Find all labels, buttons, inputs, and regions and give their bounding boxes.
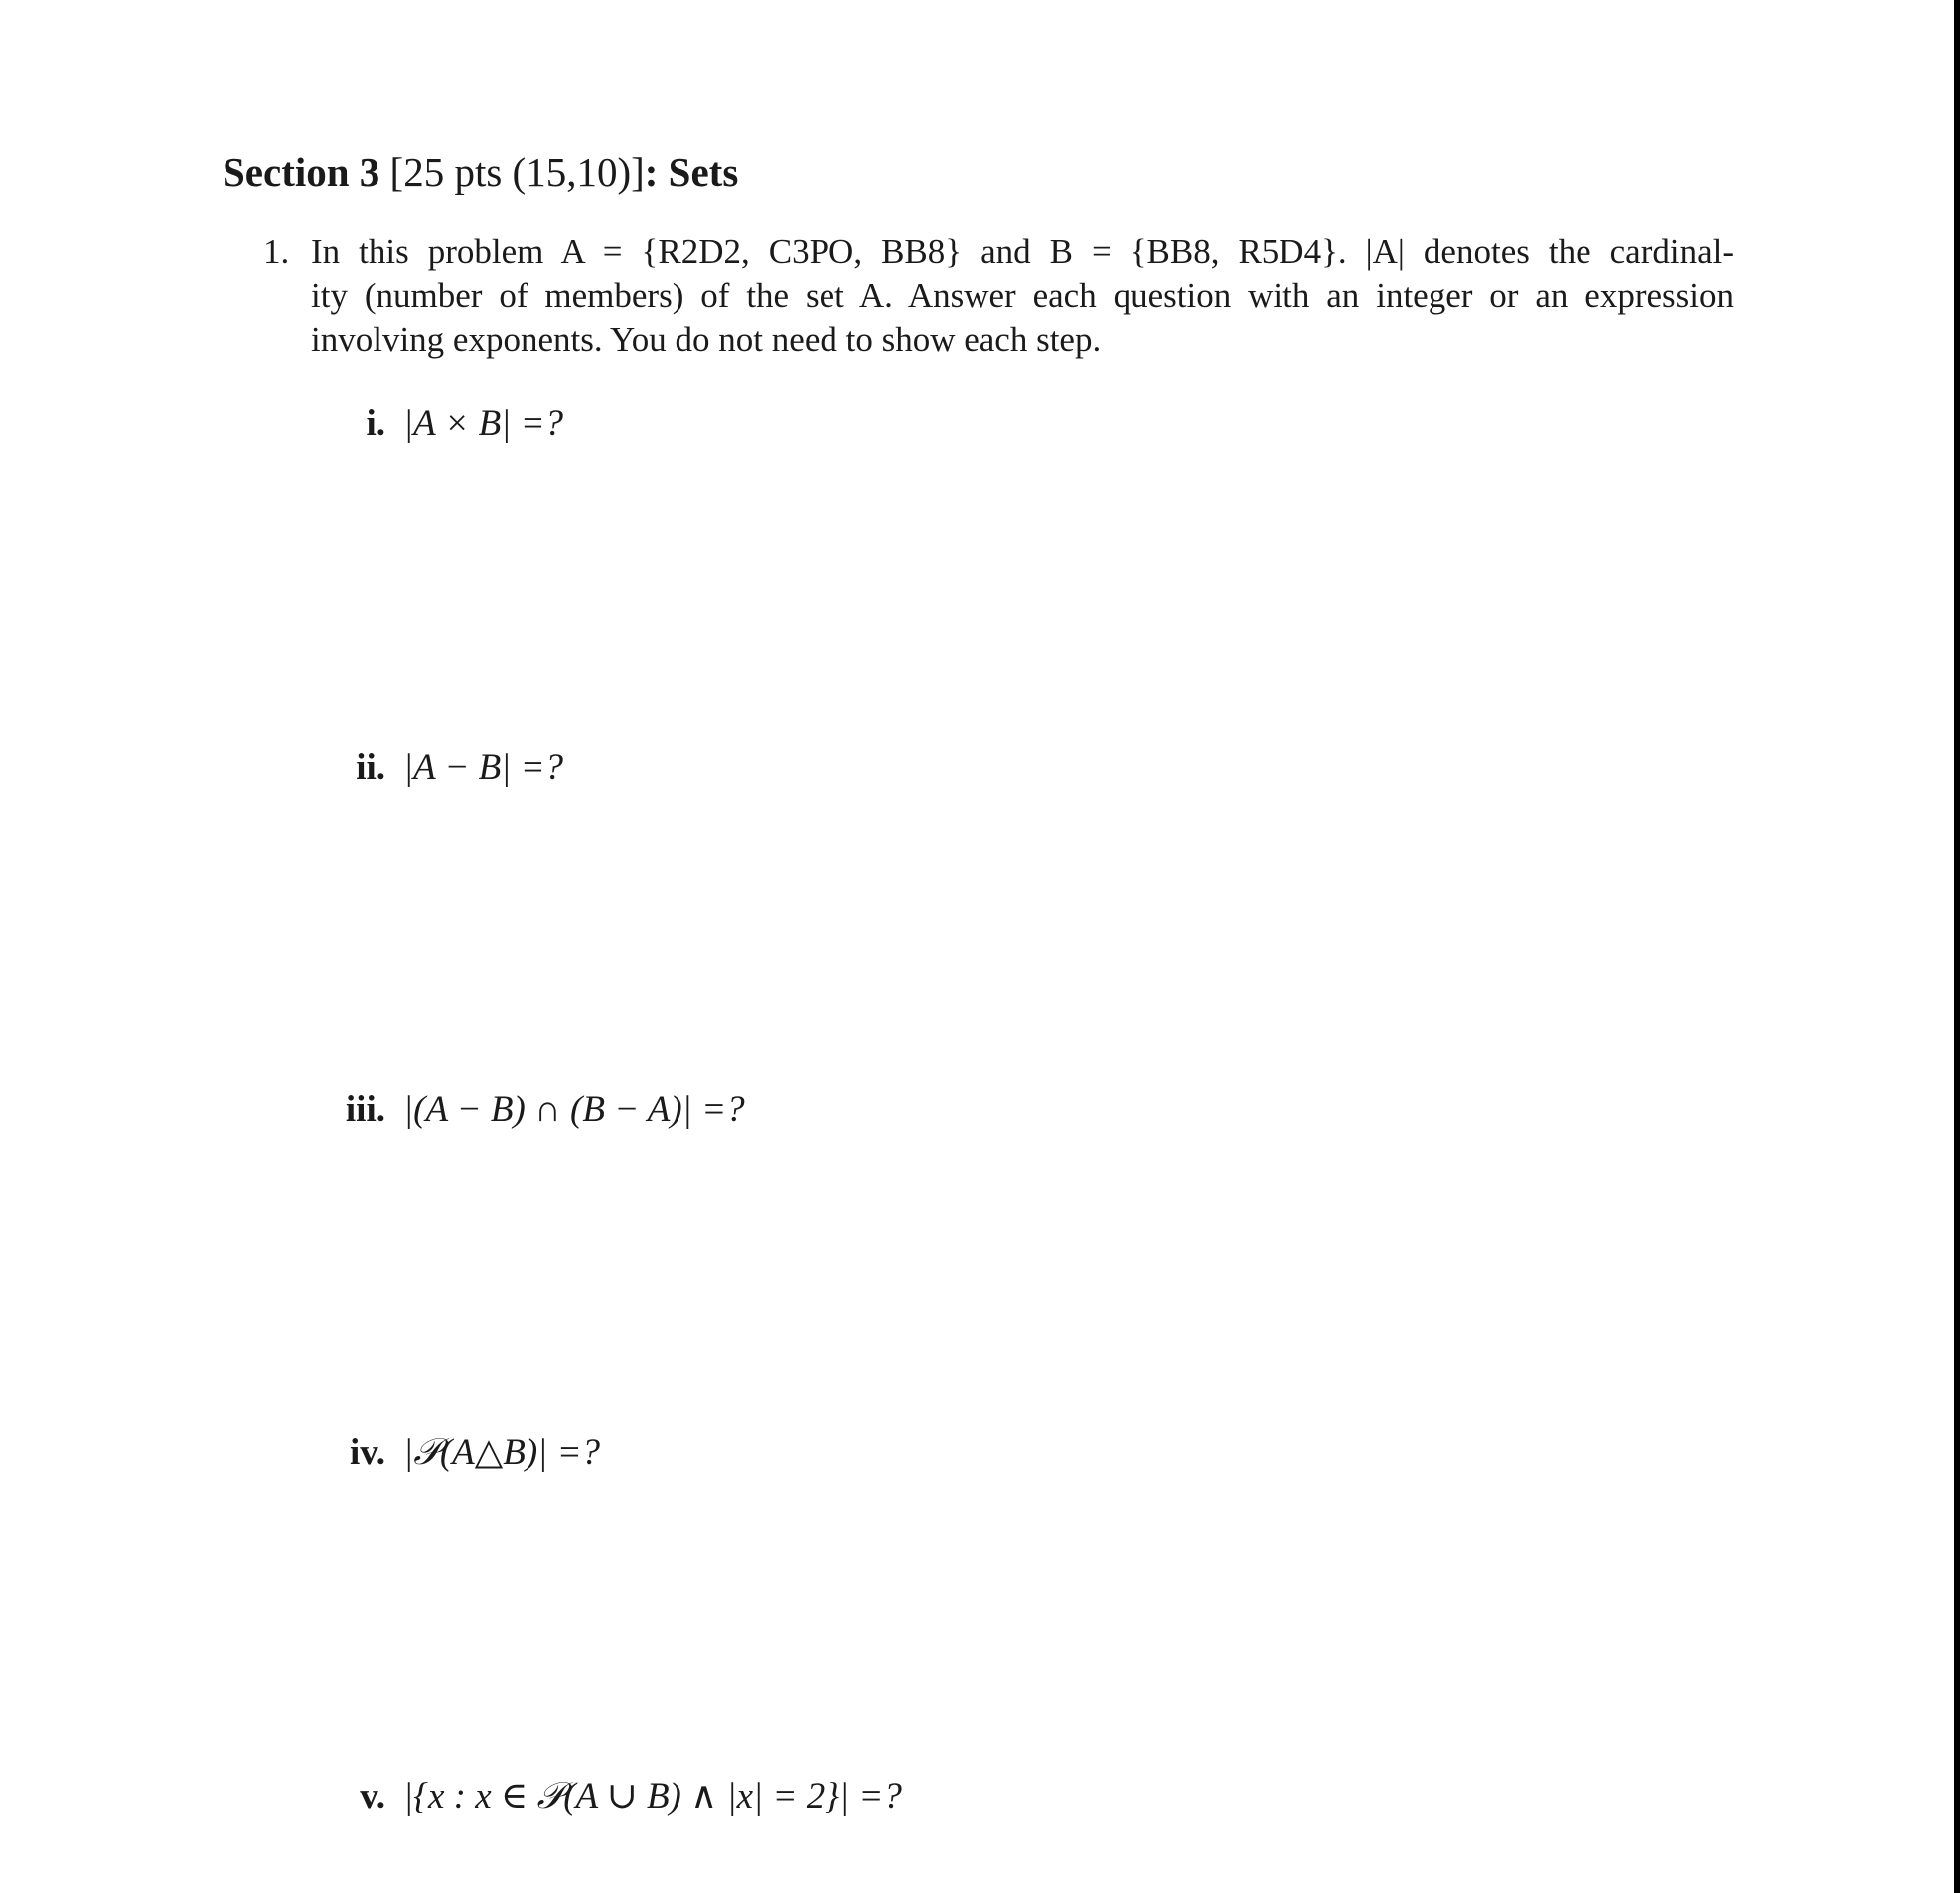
question-expression: |A − B| =?: [403, 747, 564, 788]
question-i: [324, 401, 563, 447]
section-heading: [223, 147, 738, 197]
problem-number: 1.: [263, 232, 290, 271]
question-label: ii.: [356, 747, 385, 788]
section-points: [25 pts (15,10)]: [389, 149, 645, 195]
problem-line-1: In this problem A = {R2D2, C3PO, BB8} and B = {BB8, R5D4}. |A| denotes the cardinal-: [311, 232, 1734, 271]
question-v: [324, 1774, 902, 1820]
problem-line-2: ity (number of members) of the set A. Answer each question with an integer or an expression: [311, 276, 1734, 315]
question-ii: [324, 745, 563, 791]
question-iii: [324, 1088, 745, 1133]
problem-line-3: involving exponents. You do not need to show each step.: [311, 320, 1102, 359]
question-iv: [324, 1430, 600, 1476]
question-label: iii.: [345, 1090, 385, 1130]
question-label: v.: [360, 1776, 385, 1817]
question-expression: |(A − B) ∩ (B − A)| =?: [403, 1090, 745, 1130]
section-colon: :: [644, 149, 659, 195]
question-expression: |A × B| =?: [403, 403, 564, 444]
question-expression: |𝒫(A△B)| =?: [403, 1432, 601, 1473]
section-title: Sets: [668, 149, 739, 195]
problem-statement: [311, 230, 1734, 362]
problem-1: [263, 230, 1734, 362]
section-number: Section 3: [223, 149, 380, 195]
question-label: iv.: [350, 1432, 385, 1473]
page-edge-border: [1954, 0, 1960, 1893]
question-expression: |{x : x ∈ 𝒫(A ∪ B) ∧ |x| = 2}| =?: [403, 1776, 902, 1817]
question-label: i.: [366, 403, 385, 444]
